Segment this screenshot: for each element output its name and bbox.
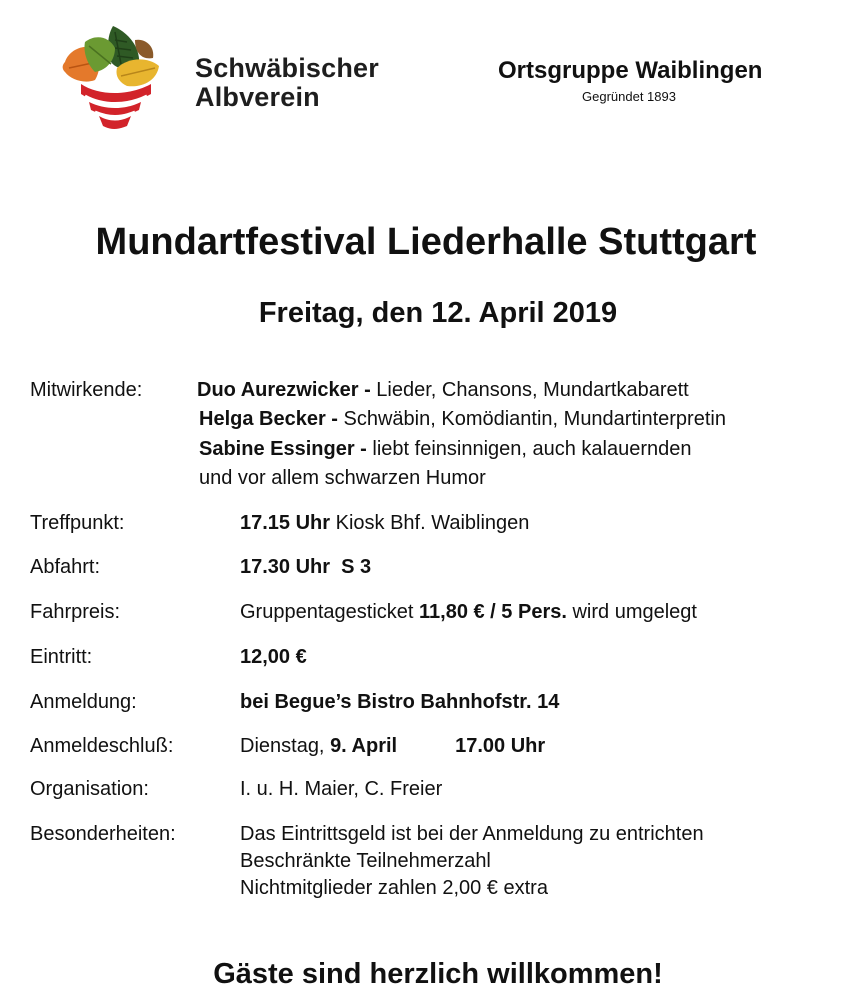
treffpunkt-time: 17.15 Uhr [240,512,331,534]
organisation-label: Organisation: [30,778,149,800]
fahrpreis-price: 11,80 € / 5 Pers. [419,601,567,623]
performer-continuation: und vor allem schwarzen Humor [199,467,486,489]
performer-name: Helga Becker - [199,408,338,430]
anmeldeschluss-day: Dienstag, [240,735,331,757]
anmeldeschluss-value [240,734,545,758]
besonderheiten-line: Das Eintrittsgeld ist bei der Anmeldung zu entrichten [240,823,704,845]
performers-label: Mitwirkende: [30,379,143,401]
anmeldeschluss-time: 17.00 Uhr [455,735,546,757]
fahrpreis-value [240,600,697,624]
founded-year: Gegründet 1893 [582,89,676,104]
performer-desc: Lieder, Chansons, Mundartkabarett [370,379,689,401]
performer-name: Sabine Essinger - [199,438,367,460]
event-date: Freitag, den 12. April 2019 [258,297,618,329]
anmeldung-label: Anmeldung: [30,691,137,713]
treffpunkt-place: Kiosk Bhf. Waiblingen [330,512,530,534]
fahrpreis-ticket: Gruppentagesticket [240,601,419,623]
eintritt-label: Eintritt: [30,646,93,668]
event-title: Mundartfestival Liederhalle Stuttgart [95,221,757,263]
besonderheiten-line: Nichtmitglieder zahlen 2,00 € extra [240,877,548,899]
local-group: Ortsgruppe Waiblingen [498,57,763,84]
treffpunkt-value [240,511,529,535]
org-name-line1: Schwäbischer [195,53,379,83]
performer-row [199,407,726,431]
abfahrt-label: Abfahrt: [30,556,101,578]
performer-desc: liebt feinsinnigen, auch kalauernden [366,438,692,460]
anmeldeschluss-date: 9. April [330,735,398,757]
closing-message: Gäste sind herzlich willkommen! [213,958,663,990]
besonderheiten-line: Beschränkte Teilnehmerzahl [240,850,491,872]
organisation-value: I. u. H. Maier, C. Freier [240,778,443,800]
anmeldung-value: bei Begue’s Bistro Bahnhofstr. 14 [240,691,560,713]
org-name [195,54,379,112]
besonderheiten-label: Besonderheiten: [30,823,176,845]
performer-row [197,378,689,402]
abfahrt-value: 17.30 Uhr S 3 [240,556,372,578]
performer-name: Duo Aurezwicker - [197,379,371,401]
org-name-line2: Albverein [195,82,320,112]
performer-row [199,437,692,461]
eintritt-value: 12,00 € [240,646,307,668]
fahrpreis-label: Fahrpreis: [30,601,121,623]
albverein-logo [55,18,167,136]
treffpunkt-label: Treffpunkt: [30,512,125,534]
performer-desc: Schwäbin, Komödiantin, Mundartinterpretin [337,408,726,430]
fahrpreis-note: wird umgelegt [566,601,697,623]
anmeldeschluss-label: Anmeldeschluß: [30,735,174,757]
